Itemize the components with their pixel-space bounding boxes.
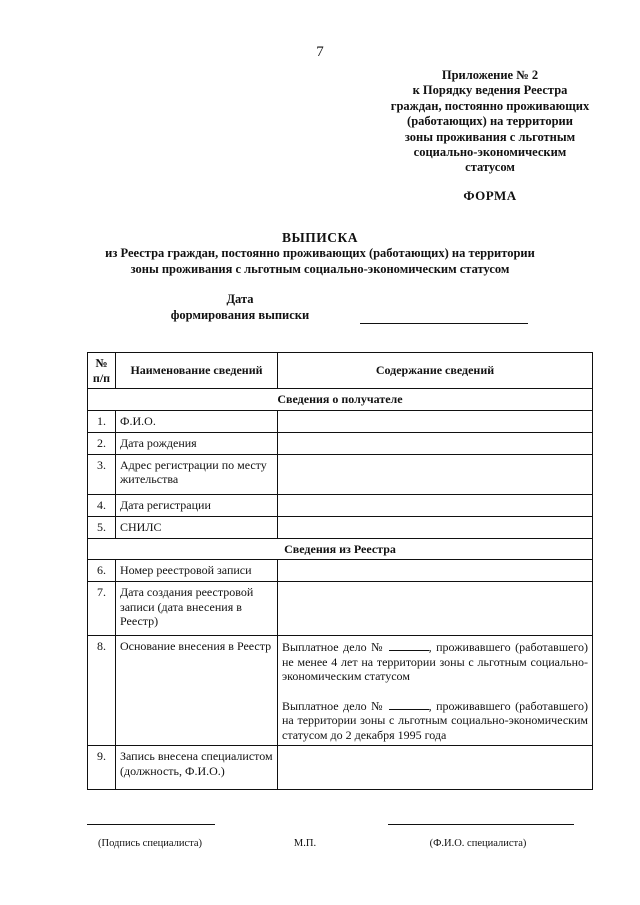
- appendix-header: [370, 68, 610, 176]
- document-title: ВЫПИСКА: [281, 230, 359, 245]
- row-number: 2.: [88, 432, 116, 454]
- fio-line[interactable]: [388, 824, 574, 825]
- date-label: [160, 292, 320, 323]
- section-registry: Сведения из Реестра: [88, 538, 593, 560]
- row-number: 1.: [88, 410, 116, 432]
- appendix-line: Приложение № 2: [441, 68, 539, 82]
- row-value[interactable]: [278, 560, 593, 582]
- basis-paragraph-1: [282, 639, 588, 684]
- date-field-line[interactable]: [360, 323, 528, 324]
- header-content: Содержание сведений: [278, 353, 593, 389]
- row-label: Адрес регистрации по месту жительства: [116, 454, 278, 494]
- row-number: 4.: [88, 494, 116, 516]
- date-label-line: формирования выписки: [170, 307, 310, 322]
- case-label: Выплатное дело №: [282, 698, 385, 713]
- row-value[interactable]: [278, 494, 593, 516]
- case-number-blank[interactable]: [389, 698, 429, 710]
- case-number-blank[interactable]: [389, 639, 429, 651]
- row-value[interactable]: [278, 582, 593, 636]
- row-number: 8.: [88, 636, 116, 746]
- row-number: 3.: [88, 454, 116, 494]
- case-text: , проживавшего (работавшего) на территории зоны с льготным социально-экономическим статусом до 2 декабря 1995 года: [282, 698, 588, 742]
- fio-caption: (Ф.И.О. специалиста): [429, 838, 527, 849]
- row-label: Ф.И.О.: [116, 410, 278, 432]
- signature-line[interactable]: [87, 824, 215, 825]
- appendix-line: к Порядку ведения Реестра: [412, 83, 568, 98]
- case-text: , проживавшего (работавшего) не менее 4 лет на территории зоны с льготным социально-экономическим статусом: [282, 640, 588, 683]
- row-number: 7.: [88, 582, 116, 636]
- row-number: 9.: [88, 746, 116, 790]
- subtitle-line: зоны проживания с льготным социально-экономическим статусом: [130, 261, 510, 276]
- page-number: 7: [316, 44, 324, 60]
- row-value[interactable]: [278, 746, 593, 790]
- appendix-line: граждан, постоянно проживающих: [390, 98, 590, 113]
- header-name: Наименование сведений: [116, 353, 278, 389]
- row-value[interactable]: [278, 454, 593, 494]
- row-label: Запись внесена специалистом (должность, Ф.И.О.): [116, 746, 278, 790]
- date-label-line: Дата: [226, 292, 254, 306]
- appendix-line: социально-экономическим: [413, 145, 567, 160]
- section-recipient: Сведения о получателе: [88, 389, 593, 411]
- row-label: Дата рождения: [116, 432, 278, 454]
- row-number: 6.: [88, 560, 116, 582]
- row-label: Номер реестровой записи: [116, 560, 278, 582]
- row-label: Основание внесения в Реестр: [116, 636, 278, 746]
- case-label: Выплатное дело №: [282, 640, 385, 654]
- row-label: Дата регистрации: [116, 494, 278, 516]
- appendix-line: зоны проживания с льготным: [404, 129, 576, 144]
- stamp-caption: М.П.: [293, 838, 317, 849]
- subtitle-line: из Реестра граждан, постоянно проживающих (работающих) на территории: [105, 246, 535, 260]
- row-value[interactable]: [278, 516, 593, 538]
- document-subtitle: [60, 246, 580, 277]
- row-value[interactable]: [278, 432, 593, 454]
- row-value: [278, 636, 593, 746]
- basis-paragraph-2: [282, 698, 588, 743]
- appendix-line: статусом: [465, 160, 515, 175]
- row-number: 5.: [88, 516, 116, 538]
- signature-caption: (Подпись специалиста): [97, 838, 202, 849]
- extract-table: [87, 352, 593, 790]
- row-value[interactable]: [278, 410, 593, 432]
- appendix-line: (работающих) на территории: [407, 114, 573, 129]
- form-label: ФОРМА: [463, 188, 517, 203]
- row-label: Дата создания реестровой записи (дата внесения в Реестр): [116, 582, 278, 636]
- row-label: СНИЛС: [116, 516, 278, 538]
- header-num: № п/п: [88, 353, 116, 389]
